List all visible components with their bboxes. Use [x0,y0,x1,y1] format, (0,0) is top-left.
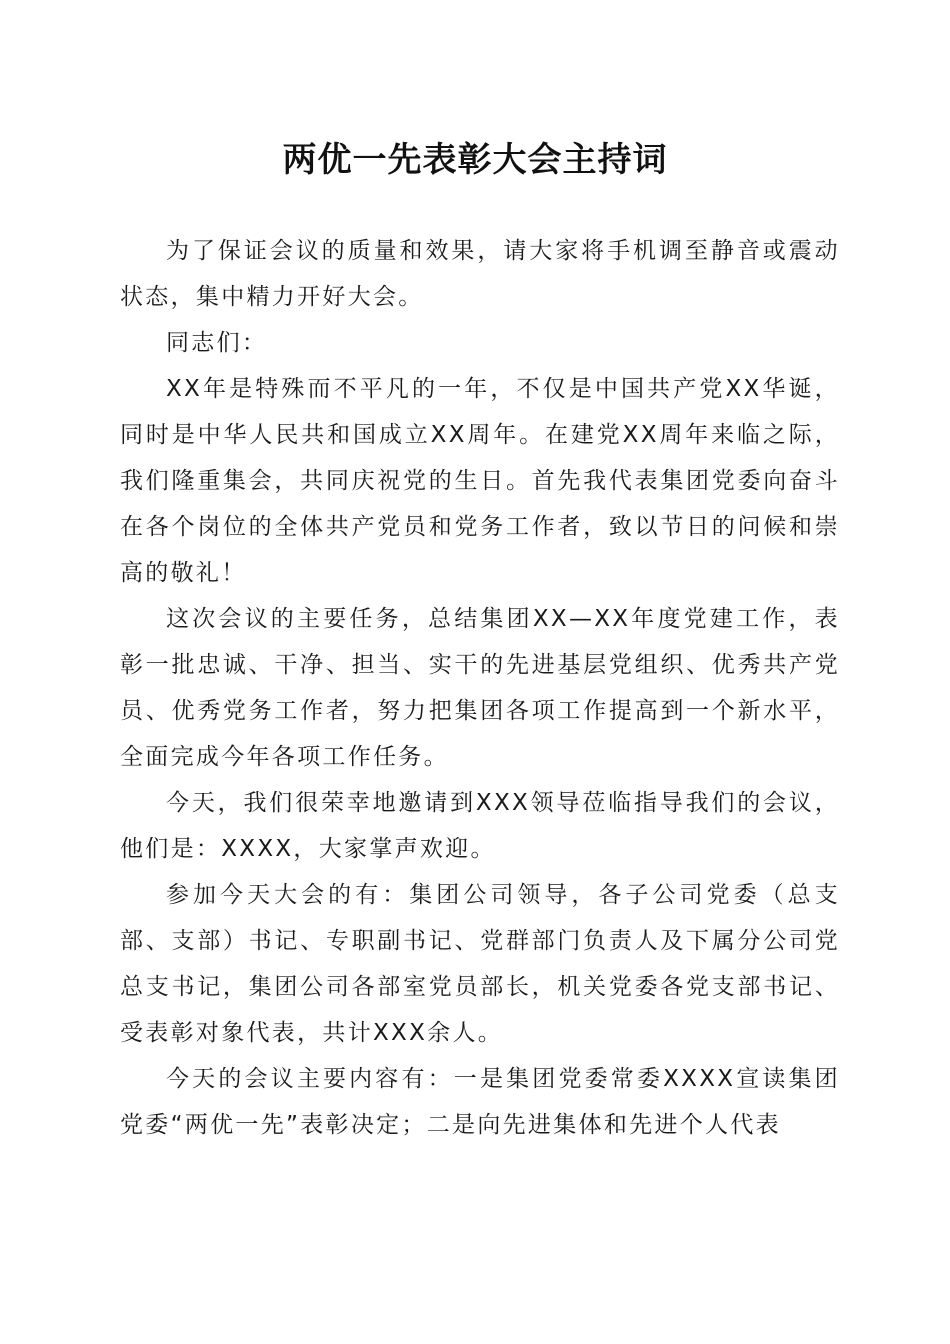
paragraph-phone-notice: 为了保证会议的质量和效果，请大家将手机调至静音或震动状态，集中精力开好大会。 [120,238,840,310]
paragraph-main-task: 这次会议的主要任务，总结集团XX—XX年度党建工作，表彰一批忠诚、干净、担当、实干的先进基层党组织、优秀共产党员、优秀党务工作者，努力把集团各项工作提高到一个新水平，全面完成今年各项工作任务。 [120,606,840,770]
paragraph-attendees: 参加今天大会的有：集团公司领导，各子公司党委（总支部、支部）书记、专职副书记、党群部门负责人及下属分公司党总支书记，集团公司各部室党员部长，机关党委各党支部书记、受表彰对象代表，共计XXX余人。 [120,882,840,1046]
paragraph-agenda: 今天的会议主要内容有：一是集团党委常委XXXX宣读集团党委“两优一先”表彰决定；二是向先进集体和先进个人代表 [120,1066,840,1138]
paragraph-guests: 今天，我们很荣幸地邀请到XXX领导莅临指导我们的会议，他们是：XXXX，大家掌声欢迎。 [120,790,840,862]
paragraph-anniversary: XX年是特殊而不平凡的一年，不仅是中国共产党XX华诞，同时是中华人民共和国成立XX周年。在建党XX周年来临之际，我们隆重集会，共同庆祝党的生日。首先我代表集团党委向奋斗在各个岗位的全体共产党员和党务工作者，致以节日的问候和崇高的敬礼！ [120,376,840,586]
paragraph-greeting: 同志们： [166,330,268,356]
document-title: 两优一先表彰大会主持词 [282,140,668,180]
document-body [120,228,840,1148]
